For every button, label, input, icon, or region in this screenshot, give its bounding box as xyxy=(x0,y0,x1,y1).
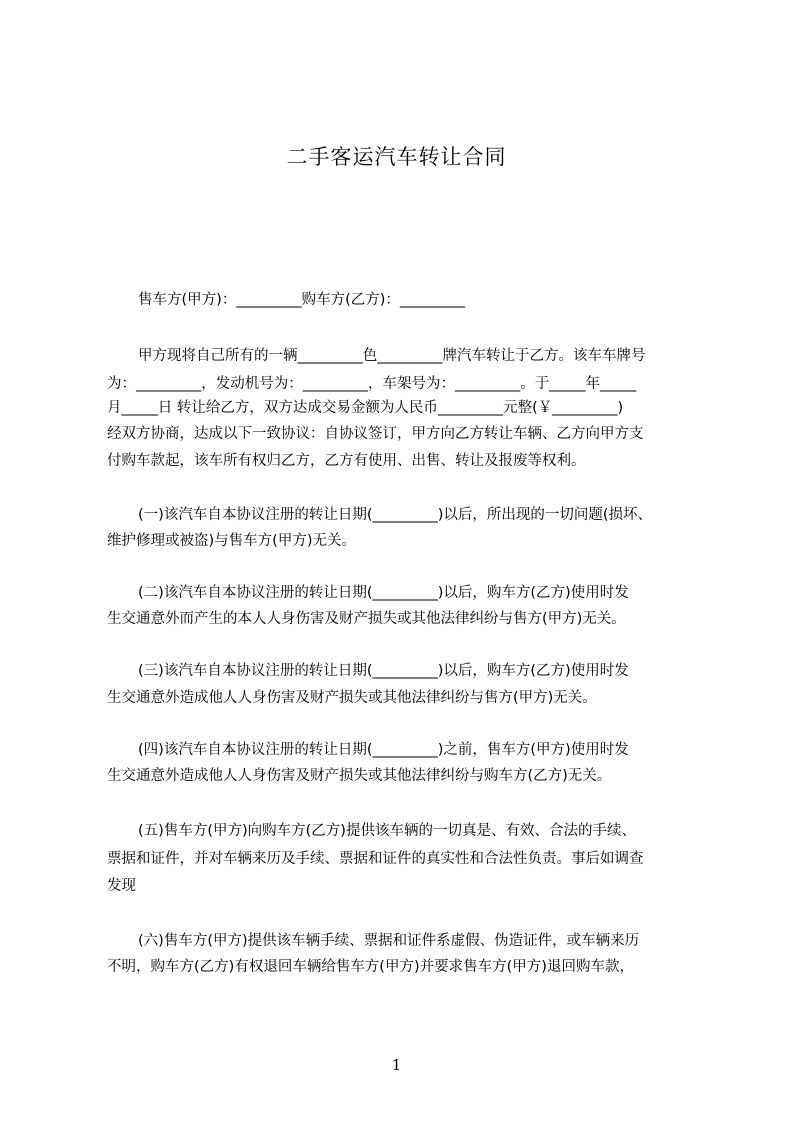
document-title: 二手客运汽车转让合同 xyxy=(286,145,507,169)
clause-line: 发现 xyxy=(107,878,136,894)
clause-line: (一)该汽车自本协议注册的转让日期(_________)以后，所出现的一切问题(损坏、 xyxy=(138,507,653,523)
parties-line: 售车方(甲方)：_________购车方(乙方)：_________ xyxy=(138,292,466,308)
clause-line: (三)该汽车自本协议注册的转让日期(_________)以后，购车方(乙方)使用时发 xyxy=(138,663,629,679)
clause-line: (二)该汽车自本协议注册的转让日期(_________)以后，购车方(乙方)使用时发 xyxy=(138,585,629,601)
preamble-line: 经双方协商，达成以下一致协议：自协议签订，甲方向乙方转让车辆、乙方向甲方支 xyxy=(107,426,644,442)
clause-line: 维护修理或被盗)与售车方(甲方)无关。 xyxy=(107,533,356,549)
clause-line: 不明，购车方(乙方)有权退回车辆给售车方(甲方)并要求售车方(甲方)退回购车款， xyxy=(107,959,634,975)
preamble-line: 为：_________，发动机号为：_________，车架号为：_________。于_____年_____ xyxy=(107,376,637,392)
clause-line: (四)该汽车自本协议注册的转让日期(_________)之前，售车方(甲方)使用时发 xyxy=(138,742,629,758)
clause-line: 生交通意外造成他人人身伤害及财产损失或其他法律纠纷与购车方(乙方)无关。 xyxy=(107,768,612,784)
preamble-line: 月_____日 转让给乙方，双方达成交易金额为人民币_________元整(￥_________) xyxy=(107,400,624,416)
clause-line: 票据和证件，并对车辆来历及手续、票据和证件的真实性和合法性负责。事后如调查 xyxy=(107,851,644,867)
page-number: 1 xyxy=(391,1056,402,1074)
clause-line: 生交通意外而产生的本人人身伤害及财产损失或其他法律纠纷与售方(甲方)无关。 xyxy=(107,611,626,627)
clause-line: (六)售车方(甲方)提供该车辆手续、票据和证件系虚假、伪造证件，或车辆来历 xyxy=(138,933,640,949)
preamble-line: 甲方现将自己所有的一辆_________色_________牌汽车转让于乙方。该车车牌号 xyxy=(138,348,646,364)
clause-line: (五)售车方(甲方)向购车方(乙方)提供该车辆的一切真是、有效、合法的手续、 xyxy=(138,823,636,839)
preamble-line: 付购车款起，该车所有权归乙方，乙方有使用、出售、转让及报废等权利。 xyxy=(107,453,586,469)
clause-line: 生交通意外造成他人人身伤害及财产损失或其他法律纠纷与售方(甲方)无关。 xyxy=(107,690,597,706)
